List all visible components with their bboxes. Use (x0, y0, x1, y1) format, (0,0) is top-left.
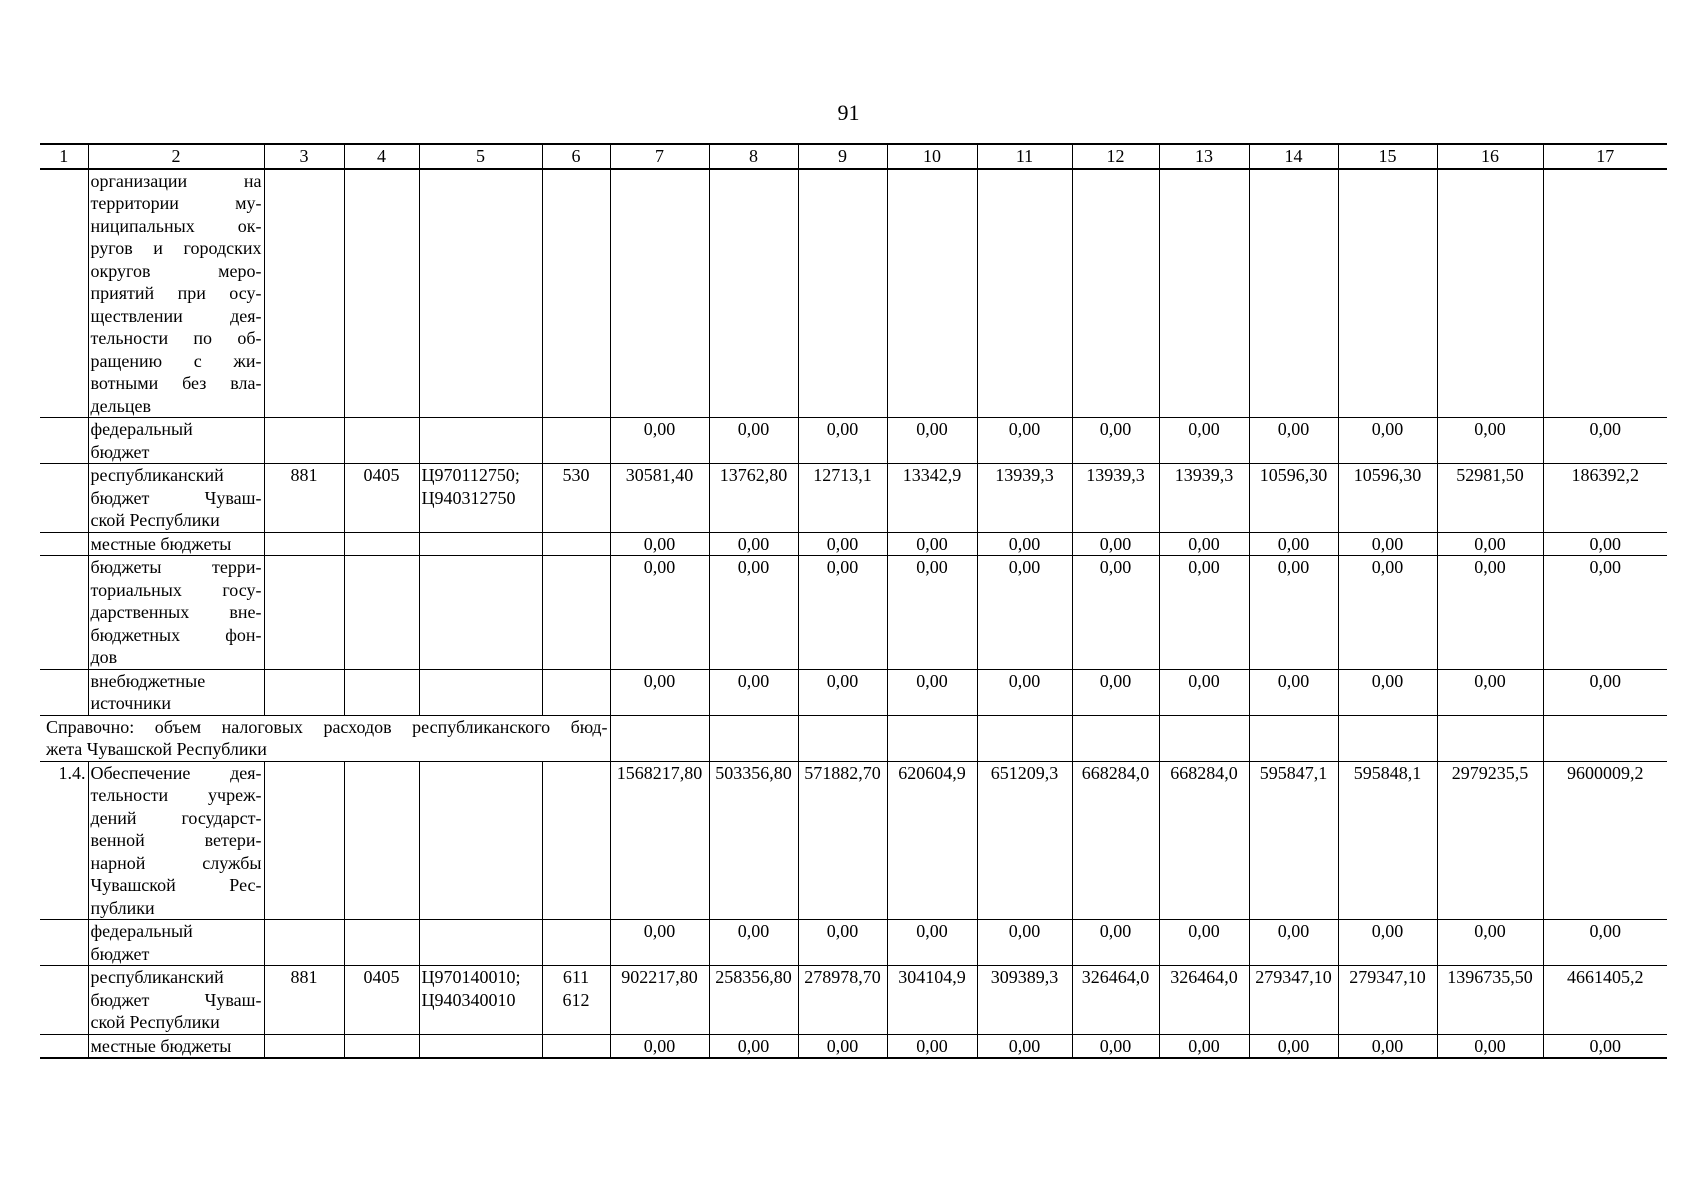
value-cell: 0,00 (1159, 920, 1249, 966)
cell-section-code: 0405 (344, 464, 419, 533)
text-line: публики (90, 897, 155, 918)
value-cell: 0,00 (887, 418, 977, 464)
text-line: республиканский (90, 465, 224, 485)
text-line: ращению с жи- (90, 350, 262, 371)
value-cell: 0,00 (1543, 920, 1667, 966)
row-index (40, 1034, 88, 1058)
value-cell: 0,00 (1159, 532, 1249, 556)
value-cell (977, 169, 1072, 418)
value-cell: 0,00 (1159, 418, 1249, 464)
value-cell (1249, 715, 1338, 761)
text-line: бюджет (90, 943, 150, 964)
value-cell: 0,00 (1543, 1034, 1667, 1058)
cell-target-article (419, 1034, 542, 1058)
value-cell (1437, 169, 1543, 418)
value-cell: 0,00 (1249, 1034, 1338, 1058)
header-row (40, 144, 1667, 169)
value-cell: 0,00 (1072, 1034, 1159, 1058)
cell-section-code (344, 669, 419, 715)
value-cell (1072, 169, 1159, 418)
value-cell: 0,00 (709, 920, 798, 966)
value-cell: 0,00 (709, 556, 798, 670)
value-cell: 0,00 (1437, 556, 1543, 670)
row-description (88, 464, 264, 533)
value-cell: 0,00 (1249, 920, 1338, 966)
text-line: федеральный (90, 419, 193, 439)
row-index (40, 966, 88, 1035)
text-line: приятий при осу- (90, 283, 262, 303)
value-cell: 0,00 (1338, 418, 1437, 464)
text-line: территории му- (90, 193, 262, 213)
cell-target-article (419, 966, 542, 1035)
text-line: вотными без вла- (90, 373, 262, 393)
row-description (88, 532, 264, 556)
cell-target-article (419, 669, 542, 715)
value-cell (1543, 715, 1667, 761)
value-cell: 30581,40 (610, 464, 709, 533)
table-row (40, 669, 1667, 715)
text-line: местные бюджеты (90, 1035, 232, 1056)
row-description (88, 418, 264, 464)
value-cell (1249, 169, 1338, 418)
text-line: дов (90, 647, 118, 667)
row-description (88, 556, 264, 670)
value-cell: 279347,10 (1249, 966, 1338, 1035)
value-cell: 620604,9 (887, 761, 977, 920)
value-cell: 0,00 (610, 669, 709, 715)
cell-section-code (344, 1034, 419, 1058)
row-description (88, 669, 264, 715)
table-row (40, 556, 1667, 670)
value-cell: 0,00 (887, 669, 977, 715)
text-line: дарственных вне- (90, 602, 262, 622)
header-cell: 3 (264, 144, 344, 169)
cell-section-code (344, 556, 419, 670)
value-cell: 1568217,80 (610, 761, 709, 920)
text-line: бюджет Чуваш- (90, 487, 262, 508)
value-cell: 0,00 (610, 1034, 709, 1058)
value-cell: 0,00 (1437, 1034, 1543, 1058)
text-line: организации на (90, 170, 262, 191)
cell-expense-type (542, 1034, 610, 1058)
value-cell: 0,00 (1338, 1034, 1437, 1058)
row-index (40, 920, 88, 966)
value-cell: 326464,0 (1159, 966, 1249, 1035)
text-line: дений государст- (90, 807, 262, 828)
value-cell: 0,00 (1072, 418, 1159, 464)
value-cell: 0,00 (798, 532, 887, 556)
value-cell: 13762,80 (709, 464, 798, 533)
row-description (88, 1034, 264, 1058)
value-cell: 0,00 (709, 532, 798, 556)
row-description (88, 169, 264, 418)
value-cell: 0,00 (1437, 532, 1543, 556)
text-line: ской Республики (90, 510, 220, 530)
header-cell: 12 (1072, 144, 1159, 169)
value-cell (887, 715, 977, 761)
cell-expense-type (542, 169, 610, 418)
cell-target-article (419, 920, 542, 966)
value-cell: 1396735,50 (1437, 966, 1543, 1035)
header-cell: 17 (1543, 144, 1667, 169)
cell-admin-code (264, 920, 344, 966)
table-row (40, 464, 1667, 533)
cell-section-code (344, 169, 419, 418)
text-line: республиканский (90, 967, 224, 987)
value-cell: 13939,3 (1159, 464, 1249, 533)
reference-note (40, 715, 610, 761)
value-cell: 0,00 (1072, 920, 1159, 966)
value-cell (1543, 169, 1667, 418)
value-cell (887, 169, 977, 418)
value-cell: 278978,70 (798, 966, 887, 1035)
table-row (40, 418, 1667, 464)
value-cell: 0,00 (709, 1034, 798, 1058)
value-cell: 0,00 (1338, 920, 1437, 966)
value-cell: 0,00 (1159, 556, 1249, 670)
text-line: нарной службы (90, 852, 262, 873)
table-row (40, 761, 1667, 920)
value-cell: 9600009,2 (1543, 761, 1667, 920)
table-row (40, 966, 1667, 1035)
value-cell: 0,00 (1543, 418, 1667, 464)
cell-target-article (419, 169, 542, 418)
value-cell: 0,00 (1159, 669, 1249, 715)
value-cell: 2979235,5 (1437, 761, 1543, 920)
reference-row (40, 715, 1667, 761)
row-description (88, 966, 264, 1035)
cell-expense-type (542, 761, 610, 920)
value-cell (1072, 715, 1159, 761)
value-cell: 13939,3 (1072, 464, 1159, 533)
value-cell: 0,00 (610, 920, 709, 966)
text-line: тельности учреж- (90, 785, 262, 805)
header-cell: 4 (344, 144, 419, 169)
row-index (40, 669, 88, 715)
value-cell: 12713,1 (798, 464, 887, 533)
table-row (40, 169, 1667, 418)
value-cell: 0,00 (1437, 920, 1543, 966)
value-cell: 0,00 (977, 418, 1072, 464)
value-cell: 0,00 (1249, 532, 1338, 556)
value-cell: 0,00 (1437, 669, 1543, 715)
value-cell: 10596,30 (1249, 464, 1338, 533)
row-index (40, 532, 88, 556)
value-cell: 0,00 (977, 920, 1072, 966)
value-cell: 0,00 (798, 920, 887, 966)
row-description (88, 920, 264, 966)
row-index (40, 556, 88, 670)
value-cell: 4661405,2 (1543, 966, 1667, 1035)
header-cell: 5 (419, 144, 542, 169)
table-row (40, 920, 1667, 966)
cell-section-code (344, 920, 419, 966)
cell-admin-code (264, 532, 344, 556)
value-cell: 571882,70 (798, 761, 887, 920)
value-cell: 0,00 (610, 418, 709, 464)
header-cell: 14 (1249, 144, 1338, 169)
value-cell: 10596,30 (1338, 464, 1437, 533)
cell-admin-code (264, 761, 344, 920)
value-cell: 0,00 (798, 1034, 887, 1058)
value-cell: 0,00 (1437, 418, 1543, 464)
value-cell (709, 715, 798, 761)
header-cell: 2 (88, 144, 264, 169)
value-cell: 651209,3 (977, 761, 1072, 920)
cell-target-article (419, 761, 542, 920)
value-cell: 0,00 (887, 556, 977, 670)
value-cell (977, 715, 1072, 761)
value-cell: 0,00 (977, 532, 1072, 556)
cell-target-article (419, 532, 542, 556)
header-cell: 16 (1437, 144, 1543, 169)
header-cell: 7 (610, 144, 709, 169)
text-line: бюджетных фон- (90, 624, 262, 645)
value-cell: 13939,3 (977, 464, 1072, 533)
header-cell: 11 (977, 144, 1072, 169)
value-cell: 0,00 (977, 1034, 1072, 1058)
text-line: источники (90, 693, 171, 713)
value-cell: 0,00 (977, 556, 1072, 670)
cell-section-code (344, 761, 419, 920)
value-cell (610, 715, 709, 761)
cell-expense-type (542, 418, 610, 464)
cell-admin-code (264, 418, 344, 464)
text-line: ругов и городских (90, 238, 262, 258)
cell-admin-code (264, 556, 344, 670)
value-cell: 309389,3 (977, 966, 1072, 1035)
value-cell: 503356,80 (709, 761, 798, 920)
value-cell: 0,00 (887, 532, 977, 556)
value-cell (798, 715, 887, 761)
row-index: 1.4. (40, 761, 88, 920)
header-cell: 9 (798, 144, 887, 169)
value-cell: 0,00 (1338, 669, 1437, 715)
value-cell: 258356,80 (709, 966, 798, 1035)
cell-section-code (344, 532, 419, 556)
text-line: местные бюджеты (90, 533, 232, 554)
header-cell: 1 (40, 144, 88, 169)
value-cell (798, 169, 887, 418)
cell-target-article (419, 464, 542, 533)
value-cell (1159, 715, 1249, 761)
row-index (40, 169, 88, 418)
value-cell: 0,00 (1159, 1034, 1249, 1058)
text-line: Чувашской Рес- (90, 875, 262, 895)
value-cell: 0,00 (1338, 556, 1437, 670)
cell-admin-code (264, 1034, 344, 1058)
value-cell: 595848,1 (1338, 761, 1437, 920)
value-cell: 0,00 (1249, 418, 1338, 464)
value-cell: 0,00 (798, 556, 887, 670)
header-cell: 8 (709, 144, 798, 169)
cell-expense-type (542, 920, 610, 966)
row-description (88, 761, 264, 920)
text-line: венной ветери- (90, 830, 262, 850)
table-row (40, 1034, 1667, 1058)
value-cell: 902217,80 (610, 966, 709, 1035)
cell-section-code: 0405 (344, 966, 419, 1035)
value-cell: 0,00 (887, 920, 977, 966)
cell-admin-code: 881 (264, 464, 344, 533)
cell-admin-code: 881 (264, 966, 344, 1035)
value-cell: 13342,9 (887, 464, 977, 533)
value-cell: 0,00 (798, 669, 887, 715)
value-cell: 595847,1 (1249, 761, 1338, 920)
value-cell (1338, 169, 1437, 418)
text-line: бюджеты терри- (90, 557, 262, 577)
text-line: Ц940312750 (421, 487, 516, 508)
text-line: дельцев (90, 395, 151, 416)
text-line: внебюджетные (90, 670, 206, 691)
value-cell: 0,00 (977, 669, 1072, 715)
text-line: ской Республики (90, 1012, 220, 1032)
table-row (40, 532, 1667, 556)
cell-admin-code (264, 669, 344, 715)
text-line: жета Чувашской Республики (46, 739, 267, 759)
text-line: 530 (562, 465, 590, 485)
value-cell: 0,00 (1072, 532, 1159, 556)
cell-expense-type (542, 669, 610, 715)
value-cell: 0,00 (1072, 669, 1159, 715)
value-cell: 668284,0 (1072, 761, 1159, 920)
value-cell: 52981,50 (1437, 464, 1543, 533)
text-line: ниципальных ок- (90, 215, 262, 236)
cell-expense-type (542, 532, 610, 556)
value-cell: 0,00 (1338, 532, 1437, 556)
text-line: ториальных госу- (90, 579, 262, 600)
value-cell: 0,00 (610, 556, 709, 670)
text-line: Ц940340010 (421, 989, 516, 1010)
cell-expense-type (542, 966, 610, 1035)
page-number: 91 (837, 100, 860, 125)
cell-admin-code (264, 169, 344, 418)
row-index (40, 418, 88, 464)
value-cell (610, 169, 709, 418)
value-cell: 0,00 (1249, 669, 1338, 715)
header-cell: 6 (542, 144, 610, 169)
text-line: Ц970112750; (421, 465, 520, 485)
budget-table (40, 143, 1667, 1059)
text-line: округов меро- (90, 260, 262, 281)
value-cell: 668284,0 (1159, 761, 1249, 920)
text-line: тельности по об- (90, 328, 262, 348)
value-cell (1159, 169, 1249, 418)
value-cell: 0,00 (709, 669, 798, 715)
row-index (40, 464, 88, 533)
text-line: бюджет (90, 441, 150, 462)
value-cell: 0,00 (610, 532, 709, 556)
header-cell: 13 (1159, 144, 1249, 169)
value-cell: 0,00 (1543, 669, 1667, 715)
value-cell: 0,00 (1072, 556, 1159, 670)
header-cell: 15 (1338, 144, 1437, 169)
text-line: ществлении дея- (90, 305, 262, 326)
cell-expense-type (542, 464, 610, 533)
value-cell (1338, 715, 1437, 761)
value-cell (1437, 715, 1543, 761)
value-cell: 0,00 (709, 418, 798, 464)
text-line: федеральный (90, 921, 193, 941)
cell-target-article (419, 556, 542, 670)
cell-expense-type (542, 556, 610, 670)
header-cell: 10 (887, 144, 977, 169)
text-line: бюджет Чуваш- (90, 989, 262, 1010)
cell-target-article (419, 418, 542, 464)
text-line: 611 (562, 967, 590, 987)
value-cell: 0,00 (1543, 532, 1667, 556)
text-line: Ц970140010; (421, 967, 521, 987)
cell-section-code (344, 418, 419, 464)
value-cell: 0,00 (887, 1034, 977, 1058)
text-line: Справочно: объем налоговых расходов республиканского бюд- (46, 716, 608, 737)
value-cell: 304104,9 (887, 966, 977, 1035)
value-cell: 0,00 (1249, 556, 1338, 670)
value-cell: 326464,0 (1072, 966, 1159, 1035)
text-line: 612 (562, 989, 590, 1010)
text-line: Обеспечение дея- (90, 762, 262, 783)
value-cell: 279347,10 (1338, 966, 1437, 1035)
value-cell: 0,00 (1543, 556, 1667, 670)
value-cell (709, 169, 798, 418)
value-cell: 0,00 (798, 418, 887, 464)
value-cell: 186392,2 (1543, 464, 1667, 533)
